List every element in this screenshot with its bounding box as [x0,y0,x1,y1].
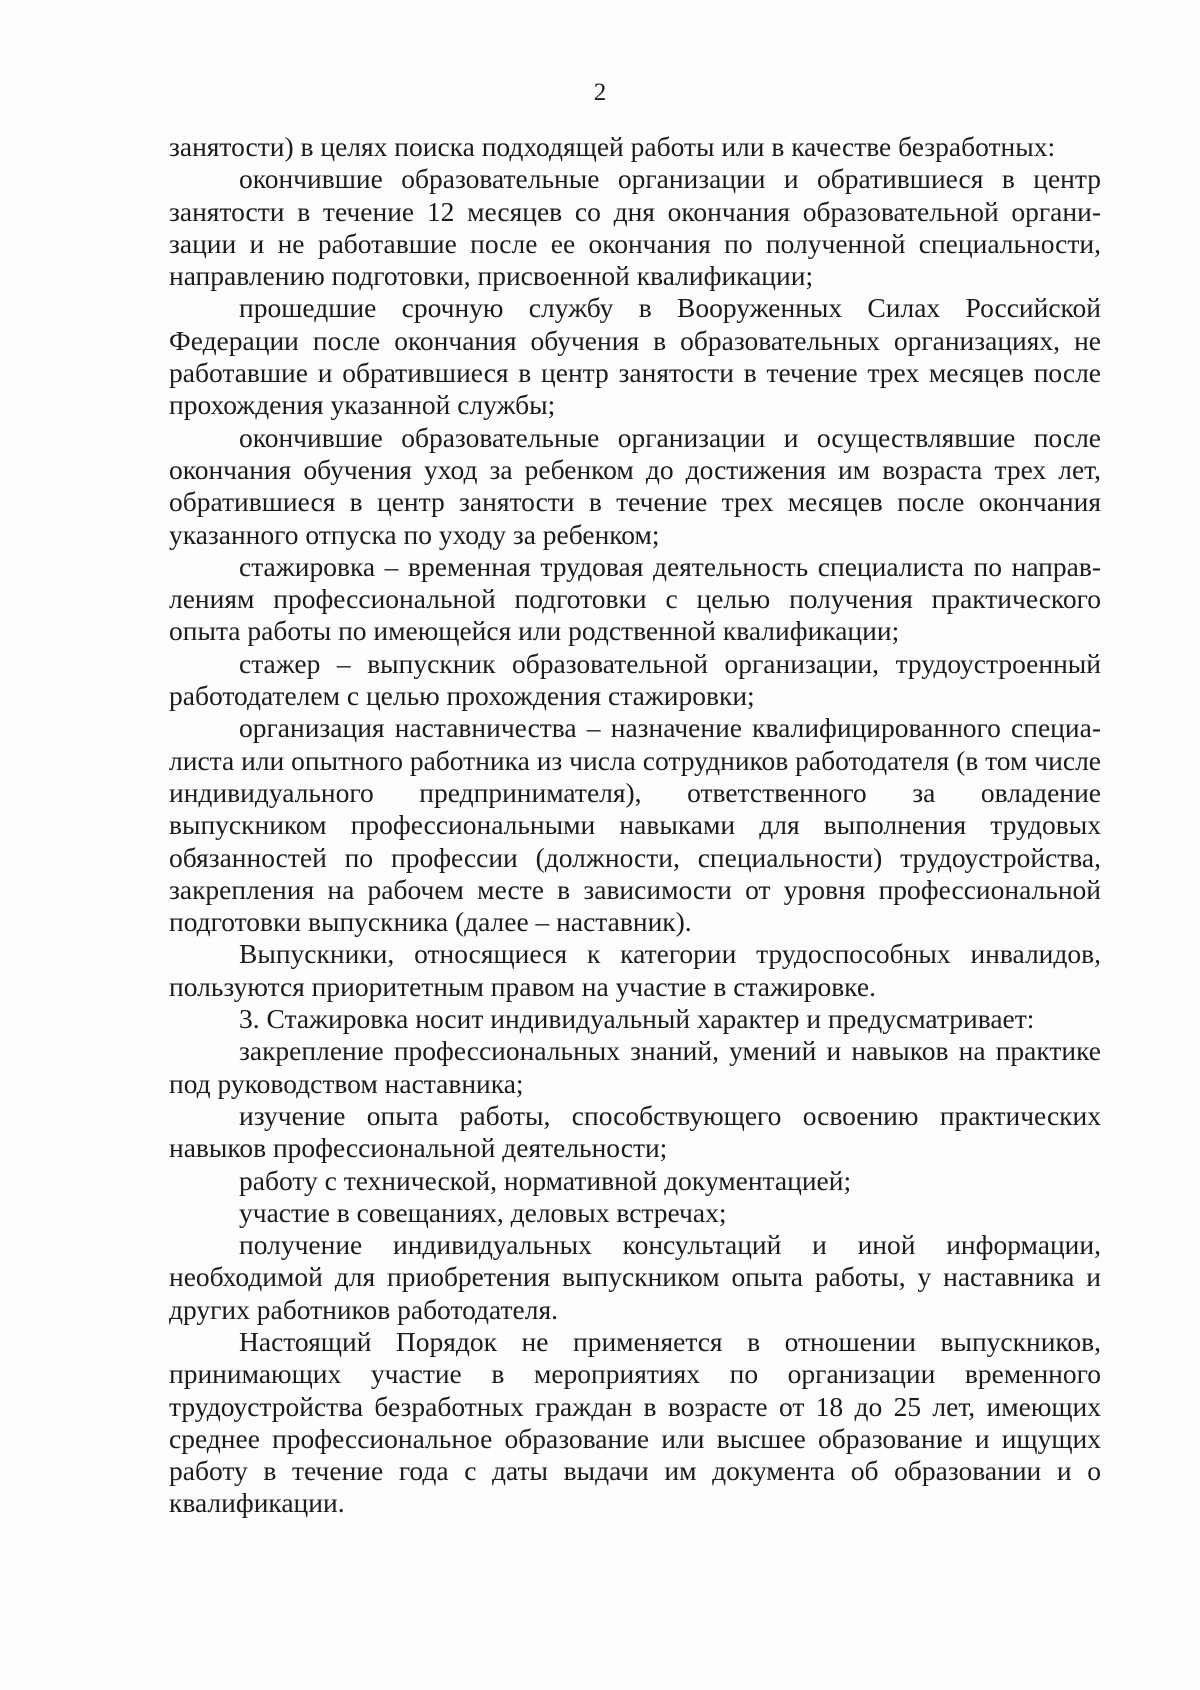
paragraph-experience-study: изучение опыта работы, способствующего освоению практических навыков профессиональной деятельности; [169,1099,1101,1164]
paragraph-section-3: 3. Стажировка носит индивидуальный характер и предусматривает: [239,1003,1035,1035]
paragraph-meetings: участие в совещаниях, деловых встречах; [239,1196,727,1228]
paragraph-disabled-priority: Выпускники, относящиеся к категории трудоспособных инвалидов, пользуются приоритетным правом на участие в стажировке. [169,938,1101,1002]
paragraph-childcare-leave: окончившие образовательные организации и осуществлявшие после окончания обучения уход за ребенком до достижения им возраста трех лет, обратившиеся в центр занятости в течение трех месяцев после окончания указанного отпуска по уходу за ребенком; [169,421,1101,550]
paragraph-consultations: получение индивидуальных консультаций и иной информации, необходимой для приобретения выпускником опыта работы, у наставника и других работников работодателя. [169,1229,1101,1325]
paragraph-exclusion: Настоящий Порядок не применяется в отношении выпускников, принимающих участие в мероприятиях по организации временного трудоустройства безработных граждан в возрасте от 18 до 25 лет, имеющих среднее профессиональное образование или высшее образование и ищущих работу в течение года с даты выдачи им документа об образовании и о квалификации. [169,1325,1101,1519]
paragraph-consolidation: закрепление профессиональных знаний, умений и навыков на практике под руководством наставника; [169,1035,1101,1099]
page-number: 2 [593,79,607,106]
paragraph-continuation: занятости) в целях поиска подходящей работы или в качестве безработных: [169,131,1056,162]
paragraph-definition-intern: стажер – выпускник образовательной организации, трудоустроенный работодателем с целью прохождения стажировки; [169,647,1101,712]
paragraph-military-service: прошедшие срочную службу в Вооруженных Силах Российской Федерации после окончания обучения в образовательных организациях, не работавшие и обратившиеся в центр занятости в течение трех месяцев после прохождения указанной службы; [169,292,1101,421]
paragraph-documentation: работу с технической, нормативной документацией; [239,1164,852,1196]
paragraph-definition-mentorship: организация наставничества – назначение квалифицированного специалиста или опытного работника из числа сотрудников работодателя (в том числе индивидуального предпринимателя), ответственного за овладение выпускником профессиональными навыками для выполнения трудовых обязанностей по профессии (должности, специальности) трудоустройства, закрепления на рабочем месте в зависимости от уровня профессиональной подготовки выпускника (далее – наставник). [169,712,1101,938]
document-body [169,131,1101,1520]
paragraph-graduates-12-months: окончившие образовательные организации и обратившиеся в центр занятости в течение 12 месяцев со дня окончания образовательной организации и не работавшие после ее окончания по полученной специальности, направлению подготовки, присвоенной квалификации; [169,163,1101,292]
paragraph-definition-internship: стажировка – временная трудовая деятельность специалиста по направлениям профессиональной подготовки с целью получения практического опыта работы по имеющейся или родственной квалификации; [169,550,1101,647]
